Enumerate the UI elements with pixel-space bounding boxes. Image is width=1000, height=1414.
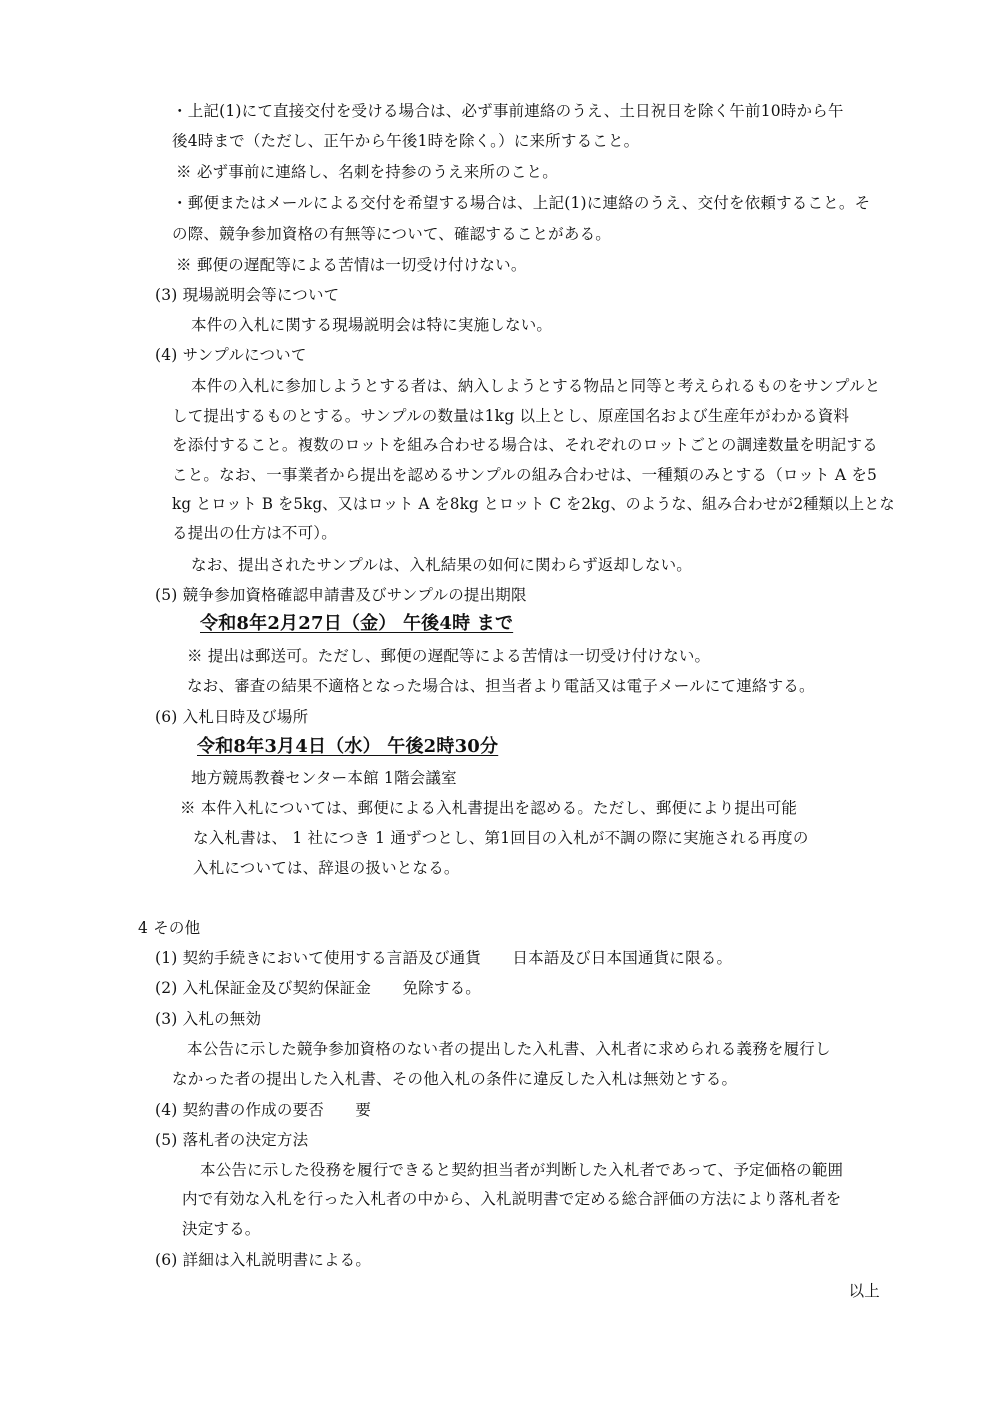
text-line: ・上記(1)にて直接交付を受ける場合は、必ず事前連絡のうえ、土日祝日を除く午前10時から午: [172, 102, 844, 120]
text-line: ・郵便またはメールによる交付を希望する場合は、上記(1)に連絡のうえ、交付を依頼すること。そ: [172, 194, 871, 212]
section-heading: (5) 落札者の決定方法: [155, 1131, 309, 1149]
text-line: こと。なお、一事業者から提出を認めるサンプルの組み合わせは、一種類のみとする（ロット A を5: [172, 466, 878, 484]
note-line: ※ 必ず事前に連絡し、名刺を持参のうえ来所のこと。: [176, 163, 558, 181]
section-heading: (3) 入札の無効: [155, 1010, 262, 1028]
text-line: 地方競馬教養センター本館 1階会議室: [191, 769, 457, 787]
note-line: ※ 郵便の遅配等による苦情は一切受け付けない。: [176, 256, 527, 274]
text-line: の際、競争参加資格の有無等について、確認することがある。: [172, 225, 611, 243]
text-line: 内で有効な入札を行った入札者の中から、入札説明書で定める総合評価の方法により落札者を: [182, 1190, 842, 1208]
note-line: ※ 提出は郵送可。ただし、郵便の遅配等による苦情は一切受け付けない。: [187, 647, 711, 665]
text-line: 本公告に示した役務を履行できると契約担当者が判断した入札者であって、予定価格の範囲: [200, 1161, 844, 1179]
section-heading: (4) サンプルについて: [155, 346, 307, 364]
section-heading: 4 その他: [138, 919, 201, 937]
text-line: 本件の入札に関する現場説明会は特に実施しない。: [191, 316, 553, 334]
text-line: 本件の入札に参加しようとする者は、納入しようとする物品と同等と考えられるものをサンプルと: [191, 377, 881, 395]
text-line: なかった者の提出した入札書、その他入札の条件に違反した入札は無効とする。: [172, 1070, 738, 1088]
section-heading: (2) 入札保証金及び契約保証金 免除する。: [155, 979, 481, 997]
text-line: 決定する。: [182, 1220, 261, 1238]
text-line: kg とロット B を5kg、又はロット A を8kg とロット C を2kg、のような、組み合わせが2種類以上とな: [172, 495, 895, 513]
text-line: 本公告に示した競争参加資格のない者の提出した入札書、入札者に求められる義務を履行し: [187, 1040, 831, 1058]
bid-date-emphasis: 令和8年3月4日（水） 午後2時30分: [197, 736, 499, 757]
deadline-emphasis: 令和8年2月27日（金） 午後4時 まで: [200, 613, 514, 634]
text-line: な入札書は、 1 社につき 1 通ずつとし、第1回目の入札が不調の際に実施される再度の: [193, 829, 809, 847]
text-line: して提出するものとする。サンプルの数量は1kg 以上とし、原産国名および生産年がわかる資料: [172, 407, 850, 425]
section-heading: (3) 現場説明会等について: [155, 286, 340, 304]
text-line: を添付すること。複数のロットを組み合わせる場合は、それぞれのロットごとの調達数量を明記する: [172, 436, 878, 454]
text-line: 入札については、辞退の扱いとなる。: [193, 859, 460, 877]
text-line: なお、提出されたサンプルは、入札結果の如何に関わらず返却しない。: [191, 556, 693, 574]
text-line: る提出の仕方は不可）。: [172, 524, 337, 542]
section-heading: (5) 競争参加資格確認申請書及びサンプルの提出期限: [155, 586, 527, 604]
section-heading: (6) 詳細は入札説明書による。: [155, 1251, 372, 1269]
note-line: ※ 本件入札については、郵便による入札書提出を認める。ただし、郵便により提出可能: [180, 799, 798, 817]
section-heading: (4) 契約書の作成の要否 要: [155, 1101, 372, 1119]
closing-mark: 以上: [848, 1282, 880, 1300]
section-heading: (1) 契約手続きにおいて使用する言語及び通貨 日本語及び日本国通貨に限る。: [155, 949, 733, 967]
section-heading: (6) 入札日時及び場所: [155, 708, 309, 726]
text-line: 後4時まで（ただし、正午から午後1時を除く。）に来所すること。: [172, 132, 640, 150]
text-line: なお、審査の結果不適格となった場合は、担当者より電話又は電子メールにて連絡する。: [187, 677, 815, 695]
